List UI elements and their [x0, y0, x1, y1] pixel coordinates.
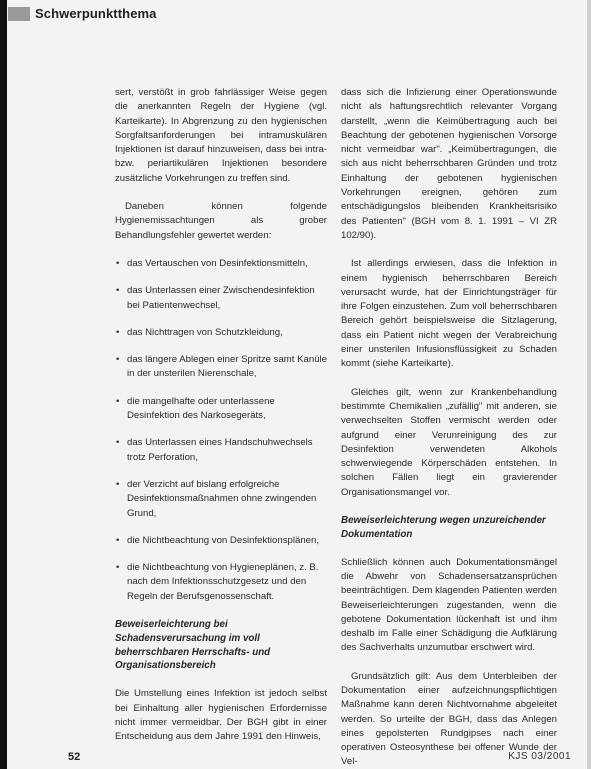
left-paragraph-1: sert, verstößt in grob fahrlässiger Weise gegen die anerkannten Regeln der Hygiene (vgl. Karteikarte). In Abgrenzung zu den hygienischen Sorgfaltsanforderungen bei intramuskulären Injektionen ist darauf hinzuweisen, dass bei intra- bzw. periartikulären Injektionen besondere zusätzliche Vorkehrungen zu treffen sind.	[115, 87, 327, 184]
right-paragraph-2: Ist allerdings erwiesen, dass die Infektion in einem hygienisch beherrschbaren Bereich verursacht wurde, hat der Einrichtungsträger für ihre Folgen einzustehen. Zum voll beherrschbaren Bereich gehört beispielsweise die Sitzlagerung, dass ein Patient nicht wegen der Verabreichung einer unsterilen Infusionsflüssigkeit zu Schaden kommt (siehe Karteikarte).	[341, 258, 557, 370]
section-header	[8, 6, 157, 21]
issue-label: KJS 03/2001	[508, 751, 571, 762]
section-title: Schwerpunktthema	[35, 6, 157, 21]
hygiene-violations-list	[115, 257, 327, 604]
left-paragraph-2: Daneben können folgende Hygienemissachtungen als grober Behandlungsfehler gewertet werden:	[115, 201, 327, 241]
right-paragraph-3: Gleiches gilt, wenn zur Krankenbehandlung bestimmte Chemikalien „zufällig" mit anderen, sie verwechselten Stoffen vermischt werden oder aufgrund einer Verunreinigung des zur Desinfektion verwendeten Alkohols schwerwiegende Körperschäden entstehen. In solchen Fällen liegt ein gravierender Organisationsmangel vor.	[341, 386, 557, 498]
section-marker-square	[8, 7, 30, 21]
list-item: • der Verzicht auf bislang erfolgreiche Desinfektionsmaßnahmen ohne zwingenden Grund,	[115, 478, 327, 521]
scan-light-edge	[587, 0, 591, 769]
right-column	[341, 86, 557, 769]
left-column	[115, 86, 327, 758]
page-number: 52	[68, 751, 81, 763]
list-item: • das Vertauschen von Desinfektionsmitteln,	[115, 257, 327, 271]
left-paragraph-3: Die Umstellung eines Infektion ist jedoch selbst bei Einhaltung aller hygienischen Erfordernisse nicht immer vermeidbar. Der BGH gibt in einer Entscheidung aus dem Jahre 1991 den Hinweis,	[115, 688, 327, 743]
list-item: • das Unterlassen eines Handschuhwechsels trotz Perforation,	[115, 436, 327, 465]
right-paragraph-4: Schließlich können auch Dokumentationsmängel die Abwehr von Schadensersatzansprüchen beeinträchtigen. Dem klagenden Patienten werden Beweiserleichterungen zugestanden, wenn die gebotene Dokumentation lückenhaft ist und ihm deshalb im Falle einer Schädigung die Aufklärung des Sachverhalts unzumutbar erschwert wird.	[341, 556, 557, 654]
list-item: • die Nichtbeachtung von Desinfektionsplänen,	[115, 534, 327, 548]
list-item: • die Nichtbeachtung von Hygieneplänen, z. B. nach dem Infektionsschutzgesetz und den Regeln der Berufsgenossenschaft.	[115, 561, 327, 604]
right-subheading: Beweiserleichterung wegen unzureichender Dokumentation	[341, 515, 546, 540]
list-item: • die mangelhafte oder unterlassene Desinfektion des Narkosegeräts,	[115, 395, 327, 424]
list-item: • das Unterlassen einer Zwischendesinfektion bei Patientenwechsel,	[115, 284, 327, 313]
right-paragraph-1: dass sich die Infizierung einer Operationswunde nicht als haftungsrechtlich relevanter Vorgang darstellt, „wenn die Keimübertragung auch bei Beachtung der gebotenen hygienischen Vorsorge nicht vermeidbar war". „Keimübertragungen, die sich aus nicht beherrschbaren Gründen und trotz Einhaltung der gebotenen hygienischen Vorkehrungen ereignen, gehören zum entschädigungslos bleibenden Krankheitsrisiko des Patienten" (BGH vom 8. 1. 1991 – VI ZR 102/90).	[341, 87, 557, 241]
left-subheading: Beweiserleichterung bei Schadensverursachung im voll beherrschbaren Herrschafts- und Organisationsbereich	[115, 619, 271, 672]
scan-dark-edge	[0, 0, 7, 769]
list-item: • das Nichttragen von Schutzkleidung,	[115, 326, 327, 340]
list-item: • das längere Ablegen einer Spritze samt Kanüle in der unsterilen Nierenschale,	[115, 353, 327, 382]
right-paragraph-5: Grundsätzlich gilt: Aus dem Unterbleiben der Dokumentation einer aufzeichnungspflichtigen Maßnahme kann deren Nichtvornahme abgeleitet werden. So urteilte der BGH, dass das Anlegen eines gepolsterten Rundgipses nach einer operativen Osteosynthese bei offener Wunde der Vel-	[341, 670, 557, 768]
